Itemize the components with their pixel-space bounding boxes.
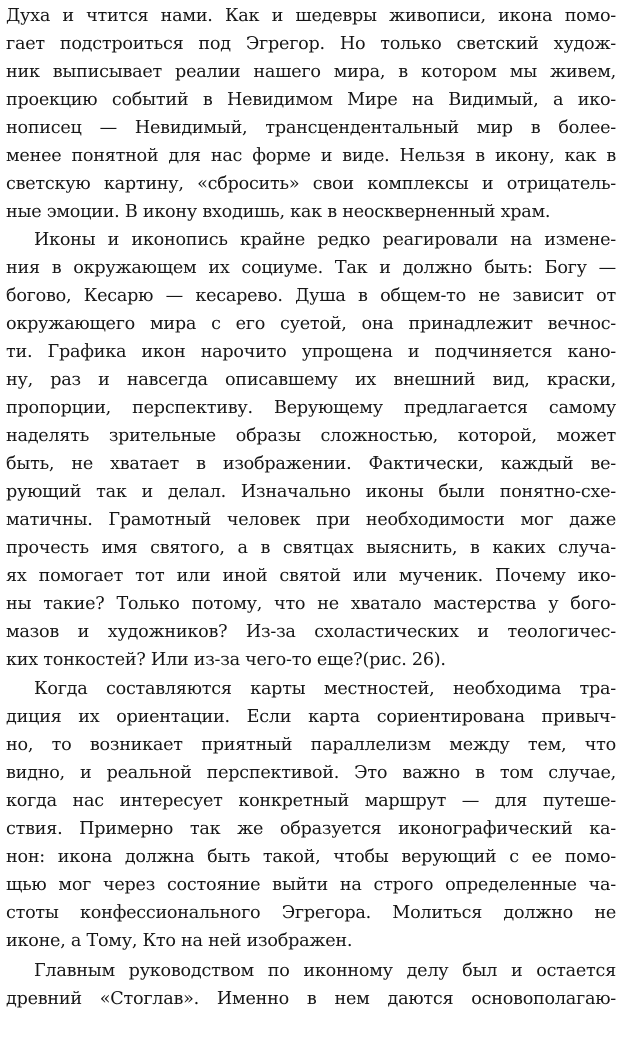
text-line: нописец — Невидимый, трансцендентальный мир в более-	[6, 118, 616, 138]
text-line: ну, раз и навсегда описавшему их внешний вид, краски,	[6, 370, 616, 390]
text-line: ник выписывает реалии нашего мира, в котором мы живем,	[6, 62, 616, 82]
text-line: когда нас интересует конкретный маршрут — для путеше-	[6, 791, 616, 811]
text-line: нон: икона должна быть такой, чтобы верующий с ее помо-	[6, 847, 616, 867]
text-line: но, то возникает приятный параллелизм между тем, что	[6, 735, 616, 755]
text-line: Когда составляются карты местностей, необходима тра-	[34, 679, 616, 699]
text-line: ния в окружающем их социуме. Так и должно быть: Богу —	[6, 258, 616, 278]
text-line: матичны. Грамотный человек при необходимости мог даже	[6, 510, 616, 530]
text-line: ствия. Примерно так же образуется иконографический ка-	[6, 819, 616, 839]
text-line: рующий так и делал. Изначально иконы были понятно-схе-	[6, 482, 616, 502]
text-line: ные эмоции. В икону входишь, как в неоскверненный храм.	[6, 202, 551, 222]
text-line: древний «Стоглав». Именно в нем даются основополагаю-	[6, 989, 616, 1009]
text-line: мазов и художников? Из-за схоластических и теологичес-	[6, 622, 616, 642]
text-line: иконе, а Тому, Кто на ней изображен.	[6, 931, 353, 951]
text-line: гает подстроиться под Эгрегор. Но только светский худож-	[6, 34, 616, 54]
text-line: диция их ориентации. Если карта сориентирована привыч-	[6, 707, 616, 727]
text-line: Главным руководством по иконному делу был и остается	[34, 961, 616, 981]
book-page	[6, 2, 616, 1051]
text-line: менее понятной для нас форме и виде. Нельзя в икону, как в	[6, 146, 616, 166]
text-line: Духа и чтится нами. Как и шедевры живописи, икона помо-	[6, 6, 616, 26]
text-line: проекцию событий в Невидимом Мире на Видимый, а ико-	[6, 90, 616, 110]
text-line: светскую картину, «сбросить» свои комплексы и отрицатель-	[6, 174, 616, 194]
text-line: стоты конфессионального Эгрегора. Молиться должно не	[6, 903, 616, 923]
text-line: окружающего мира с его суетой, она принадлежит вечнос-	[6, 314, 616, 334]
text-line: щью мог через состояние выйти на строго определенные ча-	[6, 875, 616, 895]
text-line: пропорции, перспективу. Верующему предлагается самому	[6, 398, 616, 418]
text-line: ны такие? Только потому, что не хватало мастерства у бого-	[6, 594, 616, 614]
text-line: ких тонкостей? Или из-за чего-то еще?(рис. 26).	[6, 650, 446, 670]
text-line: быть, не хватает в изображении. Фактически, каждый ве-	[6, 454, 616, 474]
text-line: прочесть имя святого, а в святцах выяснить, в каких случа-	[6, 538, 616, 558]
text-line: ти. Графика икон нарочито упрощена и подчиняется кано-	[6, 342, 616, 362]
text-line: наделять зрительные образы сложностью, которой, может	[6, 426, 616, 446]
text-line: богово, Кесарю — кесарево. Душа в общем-то не зависит от	[6, 286, 616, 306]
text-line: ях помогает тот или иной святой или мученик. Почему ико-	[6, 566, 616, 586]
text-line: видно, и реальной перспективой. Это важно в том случае,	[6, 763, 616, 783]
text-line: Иконы и иконопись крайне редко реагировали на измене-	[34, 230, 616, 250]
